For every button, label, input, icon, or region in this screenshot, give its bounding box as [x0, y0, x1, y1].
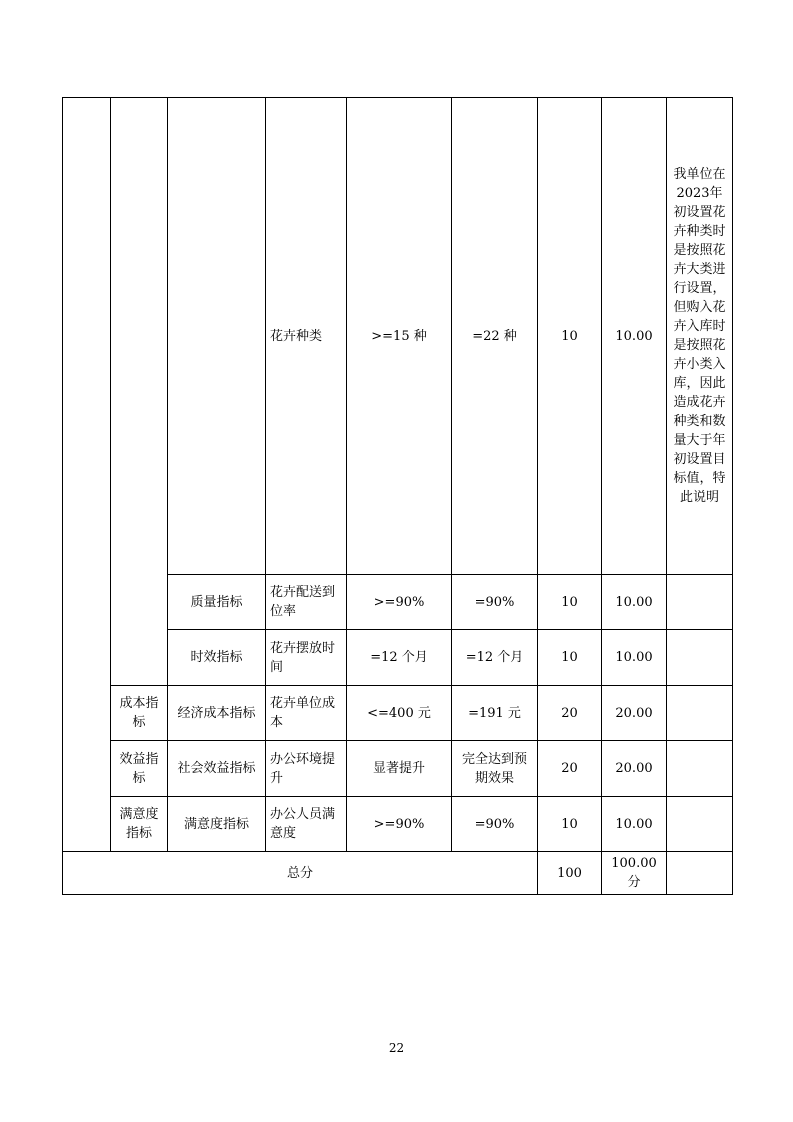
weight-cell: 10: [538, 797, 602, 852]
weight-cell: 20: [538, 741, 602, 797]
weight-cell: 10: [538, 98, 602, 575]
actual-value-cell: =22 种: [452, 98, 538, 575]
total-weight-cell: 100: [538, 852, 602, 895]
performance-table: [62, 97, 733, 895]
target-value-cell: >=15 种: [347, 98, 452, 575]
secondary-indicator-cell: [111, 98, 168, 686]
note-cell: [667, 686, 733, 741]
score-cell: 20.00: [602, 741, 667, 797]
actual-value-cell: =191 元: [452, 686, 538, 741]
note-cell: [667, 630, 733, 686]
weight-cell: 10: [538, 630, 602, 686]
table-row: [63, 686, 733, 741]
indicator-name-cell: 花卉种类: [266, 98, 347, 575]
weight-cell: 10: [538, 575, 602, 630]
indicator-name-cell: 办公环境提升: [266, 741, 347, 797]
score-cell: 10.00: [602, 630, 667, 686]
table-row: [63, 797, 733, 852]
tertiary-indicator-cell: 质量指标: [168, 575, 266, 630]
target-value-cell: =12 个月: [347, 630, 452, 686]
note-cell: 我单位在2023年初设置花卉种类时是按照花卉大类进行设置，但购入花卉入库时是按照花卉小类入库，因此造成花卉种类和数量大于年初设置目标值，特此说明: [667, 98, 733, 575]
page-number: 22: [388, 1041, 405, 1055]
total-row: [63, 852, 733, 895]
note-cell: [667, 797, 733, 852]
table-row: [63, 98, 733, 575]
table-row: [63, 741, 733, 797]
indicator-name-cell: 花卉配送到位率: [266, 575, 347, 630]
primary-indicator-cell: [63, 98, 111, 852]
tertiary-indicator-cell: 时效指标: [168, 630, 266, 686]
actual-value-cell: =90%: [452, 797, 538, 852]
total-label-cell: 总分: [63, 852, 538, 895]
note-cell: [667, 575, 733, 630]
score-cell: 10.00: [602, 797, 667, 852]
indicator-name-cell: 花卉摆放时间: [266, 630, 347, 686]
actual-value-cell: 完全达到预期效果: [452, 741, 538, 797]
tertiary-indicator-cell: 满意度指标: [168, 797, 266, 852]
actual-value-cell: =90%: [452, 575, 538, 630]
tertiary-indicator-cell: [168, 98, 266, 575]
secondary-indicator-cell: 效益指标: [111, 741, 168, 797]
tertiary-indicator-cell: 社会效益指标: [168, 741, 266, 797]
secondary-indicator-cell: 满意度指标: [111, 797, 168, 852]
tertiary-indicator-cell: 经济成本指标: [168, 686, 266, 741]
score-cell: 10.00: [602, 575, 667, 630]
target-value-cell: >=90%: [347, 575, 452, 630]
score-cell: 10.00: [602, 98, 667, 575]
target-value-cell: <=400 元: [347, 686, 452, 741]
total-note-cell: [667, 852, 733, 895]
note-cell: [667, 741, 733, 797]
target-value-cell: 显著提升: [347, 741, 452, 797]
indicator-name-cell: 花卉单位成本: [266, 686, 347, 741]
target-value-cell: >=90%: [347, 797, 452, 852]
secondary-indicator-cell: 成本指标: [111, 686, 168, 741]
total-score-cell: 100.00分: [602, 852, 667, 895]
weight-cell: 20: [538, 686, 602, 741]
score-cell: 20.00: [602, 686, 667, 741]
indicator-name-cell: 办公人员满意度: [266, 797, 347, 852]
actual-value-cell: =12 个月: [452, 630, 538, 686]
